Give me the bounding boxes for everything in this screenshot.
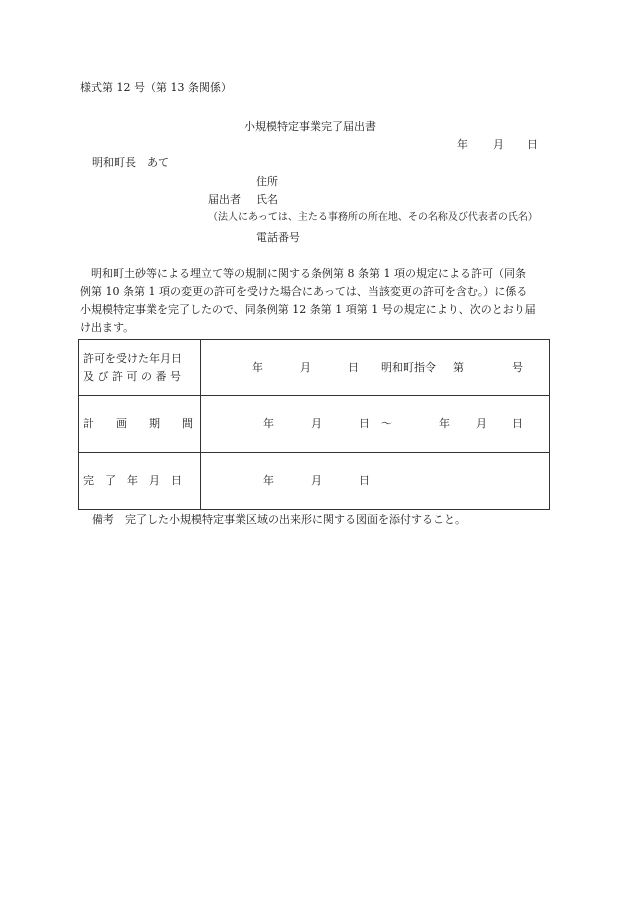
form-number: 様式第 12 号（第 13 条関係） [80, 81, 232, 94]
label-line: 及 び 許 可 の 番 号 [83, 369, 181, 383]
completion-day-label: 日 [359, 474, 370, 487]
start-year-label: 年 [263, 417, 274, 430]
body-line: 明和町土砂等による埋立て等の規制に関する条例第 8 条第 1 項の規定による許可（同条 [80, 267, 526, 280]
table-row [79, 453, 550, 510]
date-year-label: 年 [457, 138, 468, 151]
address-label: 住所 [256, 175, 278, 188]
completion-date-label: 完 了 年 月 日 [79, 453, 201, 510]
date-month-label: 月 [493, 138, 504, 151]
body-line: 小規模特定事業を完了したので、同条例第 12 条第 1 項第 1 号の規定により、次のとおり届 [80, 303, 536, 316]
remarks-note: 備考 完了した小規模特定事業区域の出来形に関する図面を添付すること。 [92, 513, 466, 526]
completion-form-table [78, 339, 550, 510]
completion-month-label: 月 [311, 474, 322, 487]
corporation-note: （法人にあっては、主たる事務所の所在地、その名称及び代表者の氏名） [208, 212, 538, 223]
permit-prefix: 明和町指令 [381, 361, 436, 374]
completion-date-field[interactable] [201, 453, 550, 510]
end-day-label: 日 [512, 417, 523, 430]
plan-period-field[interactable] [201, 396, 550, 453]
body-line: 例第 10 条第 1 項の変更の許可を受けた場合にあっては、当該変更の許可を含む。）に係る [80, 285, 528, 298]
plan-period-label: 計 画 期 間 [79, 396, 201, 453]
name-label: 氏名 [256, 193, 278, 206]
table-row [79, 340, 550, 396]
permit-dai-label: 第 [453, 361, 464, 374]
permit-month-label: 月 [300, 361, 311, 374]
body-line: け出ます。 [80, 321, 135, 334]
applicant-label: 届出者 [208, 193, 241, 206]
permit-day-label: 日 [348, 361, 359, 374]
permit-date-number-label [79, 340, 201, 396]
start-month-label: 月 [311, 417, 322, 430]
label-line: 許可を受けた年月日 [83, 351, 182, 365]
end-year-label: 年 [439, 417, 450, 430]
phone-label: 電話番号 [256, 231, 300, 244]
period-tilde: ～ [381, 417, 392, 430]
addressee: 明和町長 あて [92, 156, 169, 169]
date-day-label: 日 [527, 138, 538, 151]
end-month-label: 月 [476, 417, 487, 430]
completion-year-label: 年 [263, 474, 274, 487]
permit-year-label: 年 [252, 361, 263, 374]
permit-go-label: 号 [512, 361, 523, 374]
permit-date-number-field[interactable] [201, 340, 550, 396]
start-day-label: 日 [359, 417, 370, 430]
body-paragraph [80, 265, 550, 337]
table-row [79, 396, 550, 453]
document-title: 小規模特定事業完了届出書 [244, 120, 376, 133]
